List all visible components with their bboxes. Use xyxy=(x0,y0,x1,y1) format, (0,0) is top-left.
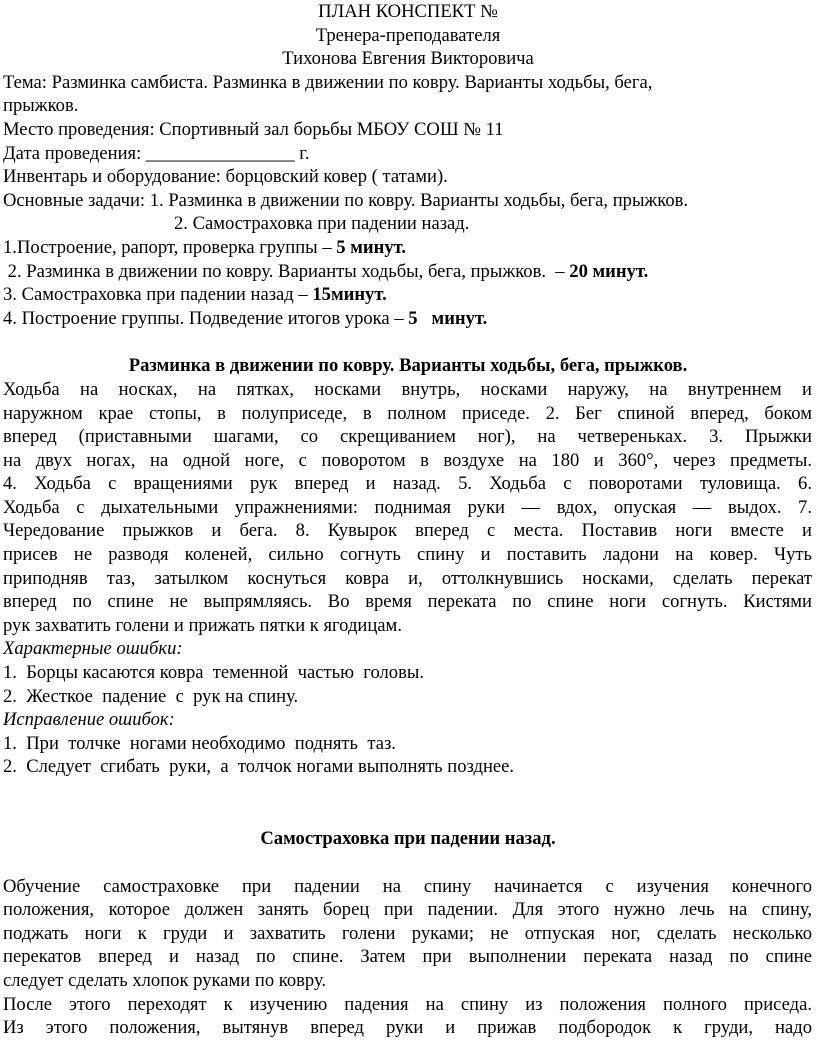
paragraph-line: вперед (приставными шагами, со скрещиванием ног), на четвереньках. 3. Прыжки xyxy=(3,426,812,448)
section-warmup xyxy=(0,354,816,779)
document-header xyxy=(0,0,816,71)
equipment-line: Инвентарь и оборудование: борцовский ковер ( татами). xyxy=(3,166,448,188)
section-title: Самостраховка при падении назад. xyxy=(260,828,556,849)
paragraph-line: следует сделать хлопок руками по ковру. xyxy=(3,969,327,991)
theme-line-cont: прыжков. xyxy=(3,95,79,117)
tasks-line-2: 2. Самостраховка при падении назад. xyxy=(174,213,470,235)
paragraph-line: Из этого положения, вытянув вперед руки и прижав подбородок к груди, надо xyxy=(3,1017,812,1039)
fixes-heading: Исправление ошибок: xyxy=(3,709,175,731)
plan-item: 2. Разминка в движении по ковру. Варианты ходьбы, бега, прыжков. – 20 минут. xyxy=(3,260,649,282)
trainer-name: Тихонова Евгения Викторовича xyxy=(282,48,534,70)
lesson-plan xyxy=(0,236,816,330)
plan-time: 5 минут. xyxy=(408,307,488,329)
paragraph-line: на двух ногах, на одной ноге, с поворотом в воздухе на 180 и 360°, через предметы. xyxy=(3,449,812,471)
section-breakfall xyxy=(0,827,816,1040)
fix-item: 1. При толчке ногами необходимо поднять таз. xyxy=(3,732,396,754)
trainer-role: Тренера-преподавателя xyxy=(315,24,501,46)
paragraph-line: Чередование прыжков и бега. 8. Кувырок вперед с места. Поставив ноги вместе и xyxy=(3,520,812,542)
paragraph-line: поджать ноги к груди и захватить голени руками; не отпуская ног, сделать несколько xyxy=(3,922,812,944)
error-item: 1. Борцы касаются ковра теменной частью головы. xyxy=(3,662,425,684)
plan-item: 4. Построение группы. Подведение итогов урока – 5 минут. xyxy=(3,307,488,329)
errors-heading: Характерные ошибки: xyxy=(3,638,183,660)
date-line: Дата проведения: ________________ г. xyxy=(3,142,310,164)
paragraph-line: приподняв таз, затылком коснуться ковра и, оттолкнувшись носками, сделать перекат xyxy=(3,567,812,589)
paragraph-line: присев не разводя коленей, сильно согнуть спину и поставить ладони на ковер. Чуть xyxy=(3,544,812,566)
paragraph-line: наружном крае стопы, в полуприседе, в полном приседе. 2. Бег спиной вперед, боком xyxy=(3,402,812,424)
plan-time: 5 минут. xyxy=(336,236,406,258)
paragraph-line: вперед по спине не выпрямляясь. Во время переката по спине ноги согнуть. Кистями xyxy=(3,591,812,613)
plan-item: 1.Построение, рапорт, проверка группы – 5 минут. xyxy=(3,236,406,258)
paragraph-line: После этого переходят к изучению падения на спину из положения полного приседа. xyxy=(3,993,812,1015)
paragraph-line: перекатов вперед и назад по спине. Затем при выполнении переката назад по спине xyxy=(3,946,812,968)
error-item: 2. Жесткое падение с рук на спину. xyxy=(3,685,299,707)
paragraph-line: Ходьба с дыхательными упражнениями: поднимая руки — вдох, опуская — выдох. 7. xyxy=(3,496,812,518)
plan-time: 20 минут. xyxy=(569,260,649,282)
place-line: Место проведения: Спортивный зал борьбы МБОУ СОШ № 11 xyxy=(3,118,504,140)
tasks-line: Основные задачи: 1. Разминка в движении по ковру. Варианты ходьбы, бега, прыжков. xyxy=(3,189,689,211)
paragraph-line: Обучение самостраховке при падении на спину начинается с изучения конечного xyxy=(3,875,812,897)
paragraph-line: положения, которое должен занять борец при падении. Для этого нужно лечь на спину, xyxy=(3,899,812,921)
lesson-info xyxy=(0,71,816,236)
paragraph-line: Ходьба на носках, на пятках, носками внутрь, носками наружу, на внутреннем и xyxy=(3,378,812,400)
plan-time: 15минут. xyxy=(312,284,387,306)
plan-item: 3. Самостраховка при падении назад – 15минут. xyxy=(3,284,387,306)
fix-item: 2. Следует сгибать руки, а толчок ногами выполнять позднее. xyxy=(3,756,515,778)
paragraph-line: 4. Ходьба с вращениями рук вперед и назад. 5. Ходьба с поворотами туловища. 6. xyxy=(3,473,812,495)
theme-line: Тема: Разминка самбиста. Разминка в движении по ковру. Варианты ходьбы, бега, xyxy=(3,71,653,93)
plan-title: ПЛАН КОНСПЕКТ № xyxy=(318,1,498,22)
section-title: Разминка в движении по ковру. Варианты ходьбы, бега, прыжков. xyxy=(128,355,688,377)
paragraph-line: рук захватить голени и прижать пятки к ягодицам. xyxy=(3,614,402,636)
